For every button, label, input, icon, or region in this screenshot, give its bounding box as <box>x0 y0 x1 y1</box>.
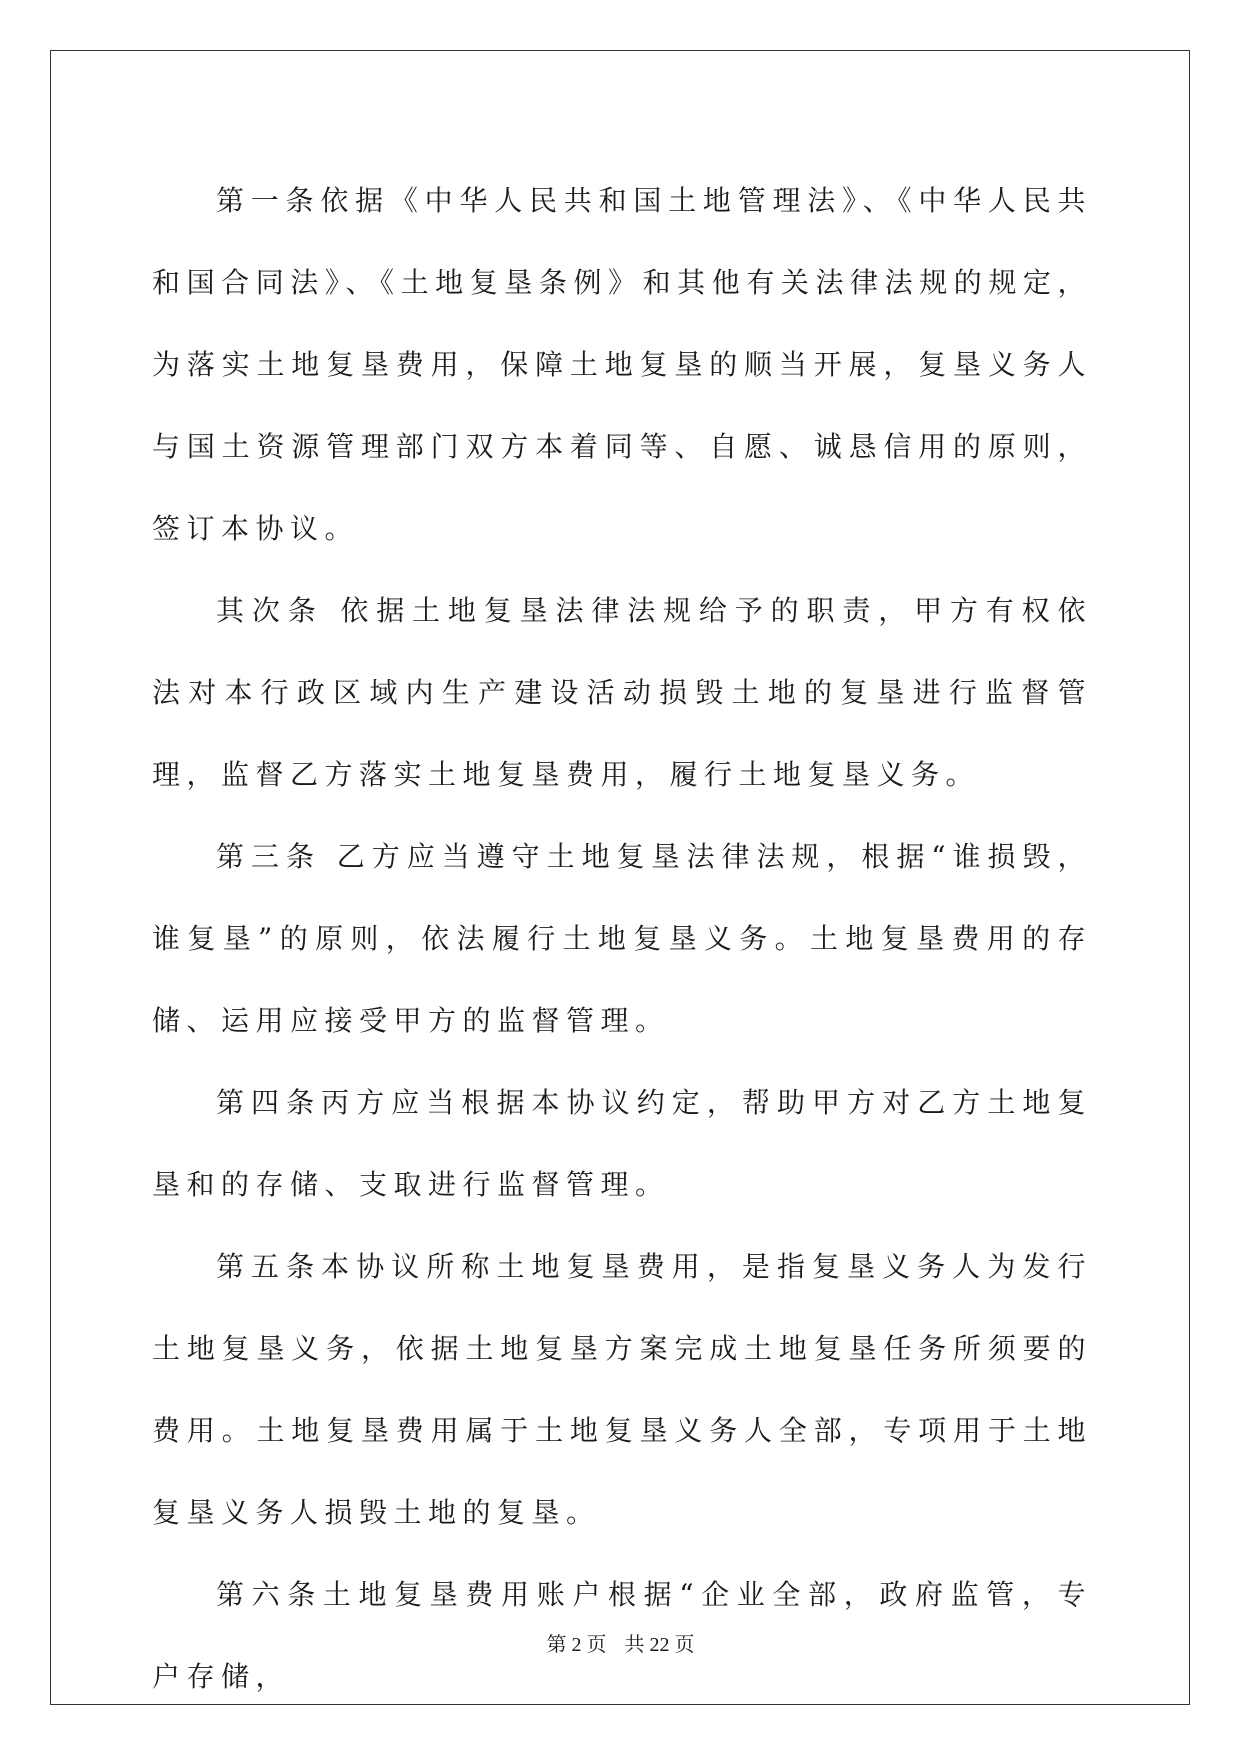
page-number: 第 2 页 <box>546 1634 607 1656</box>
article-6: 第六条土地复垦费用账户根据“企业全部，政府监管，专户存储， <box>152 1578 1092 1693</box>
page-footer <box>0 1628 1241 1657</box>
article-1: 第一条依据《中华人民共和国土地管理法》、《中华人民共和国合同法》、《土地复垦条例》和其他有关法律法规的规定，为落实土地复垦费用，保障土地复垦的顺当开展，复垦义务人与国土资源管理部门双方本着同等、自愿、诚恳信用的原则，签订本协议。 <box>152 184 1092 545</box>
article-4: 第四条丙方应当根据本协议约定，帮助甲方对乙方土地复垦和的存储、支取进行监督管理。 <box>152 1086 1092 1201</box>
document-body <box>152 160 1092 1718</box>
article-2: 其次条 依据土地复垦法律法规给予的职责，甲方有权依法对本行政区域内生产建设活动损毁土地的复垦进行监督管理，监督乙方落实土地复垦费用，履行土地复垦义务。 <box>152 594 1092 791</box>
page-total: 共 22 页 <box>624 1634 695 1656</box>
article-5: 第五条本协议所称土地复垦费用，是指复垦义务人为发行土地复垦义务，依据土地复垦方案完成土地复垦任务所须要的费用。土地复垦费用属于土地复垦义务人全部，专项用于土地复垦义务人损毁土地的复垦。 <box>152 1250 1092 1529</box>
article-3: 第三条 乙方应当遵守土地复垦法律法规，根据“谁损毁，谁复垦”的原则，依法履行土地复垦义务。土地复垦费用的存储、运用应接受甲方的监督管理。 <box>152 840 1092 1037</box>
